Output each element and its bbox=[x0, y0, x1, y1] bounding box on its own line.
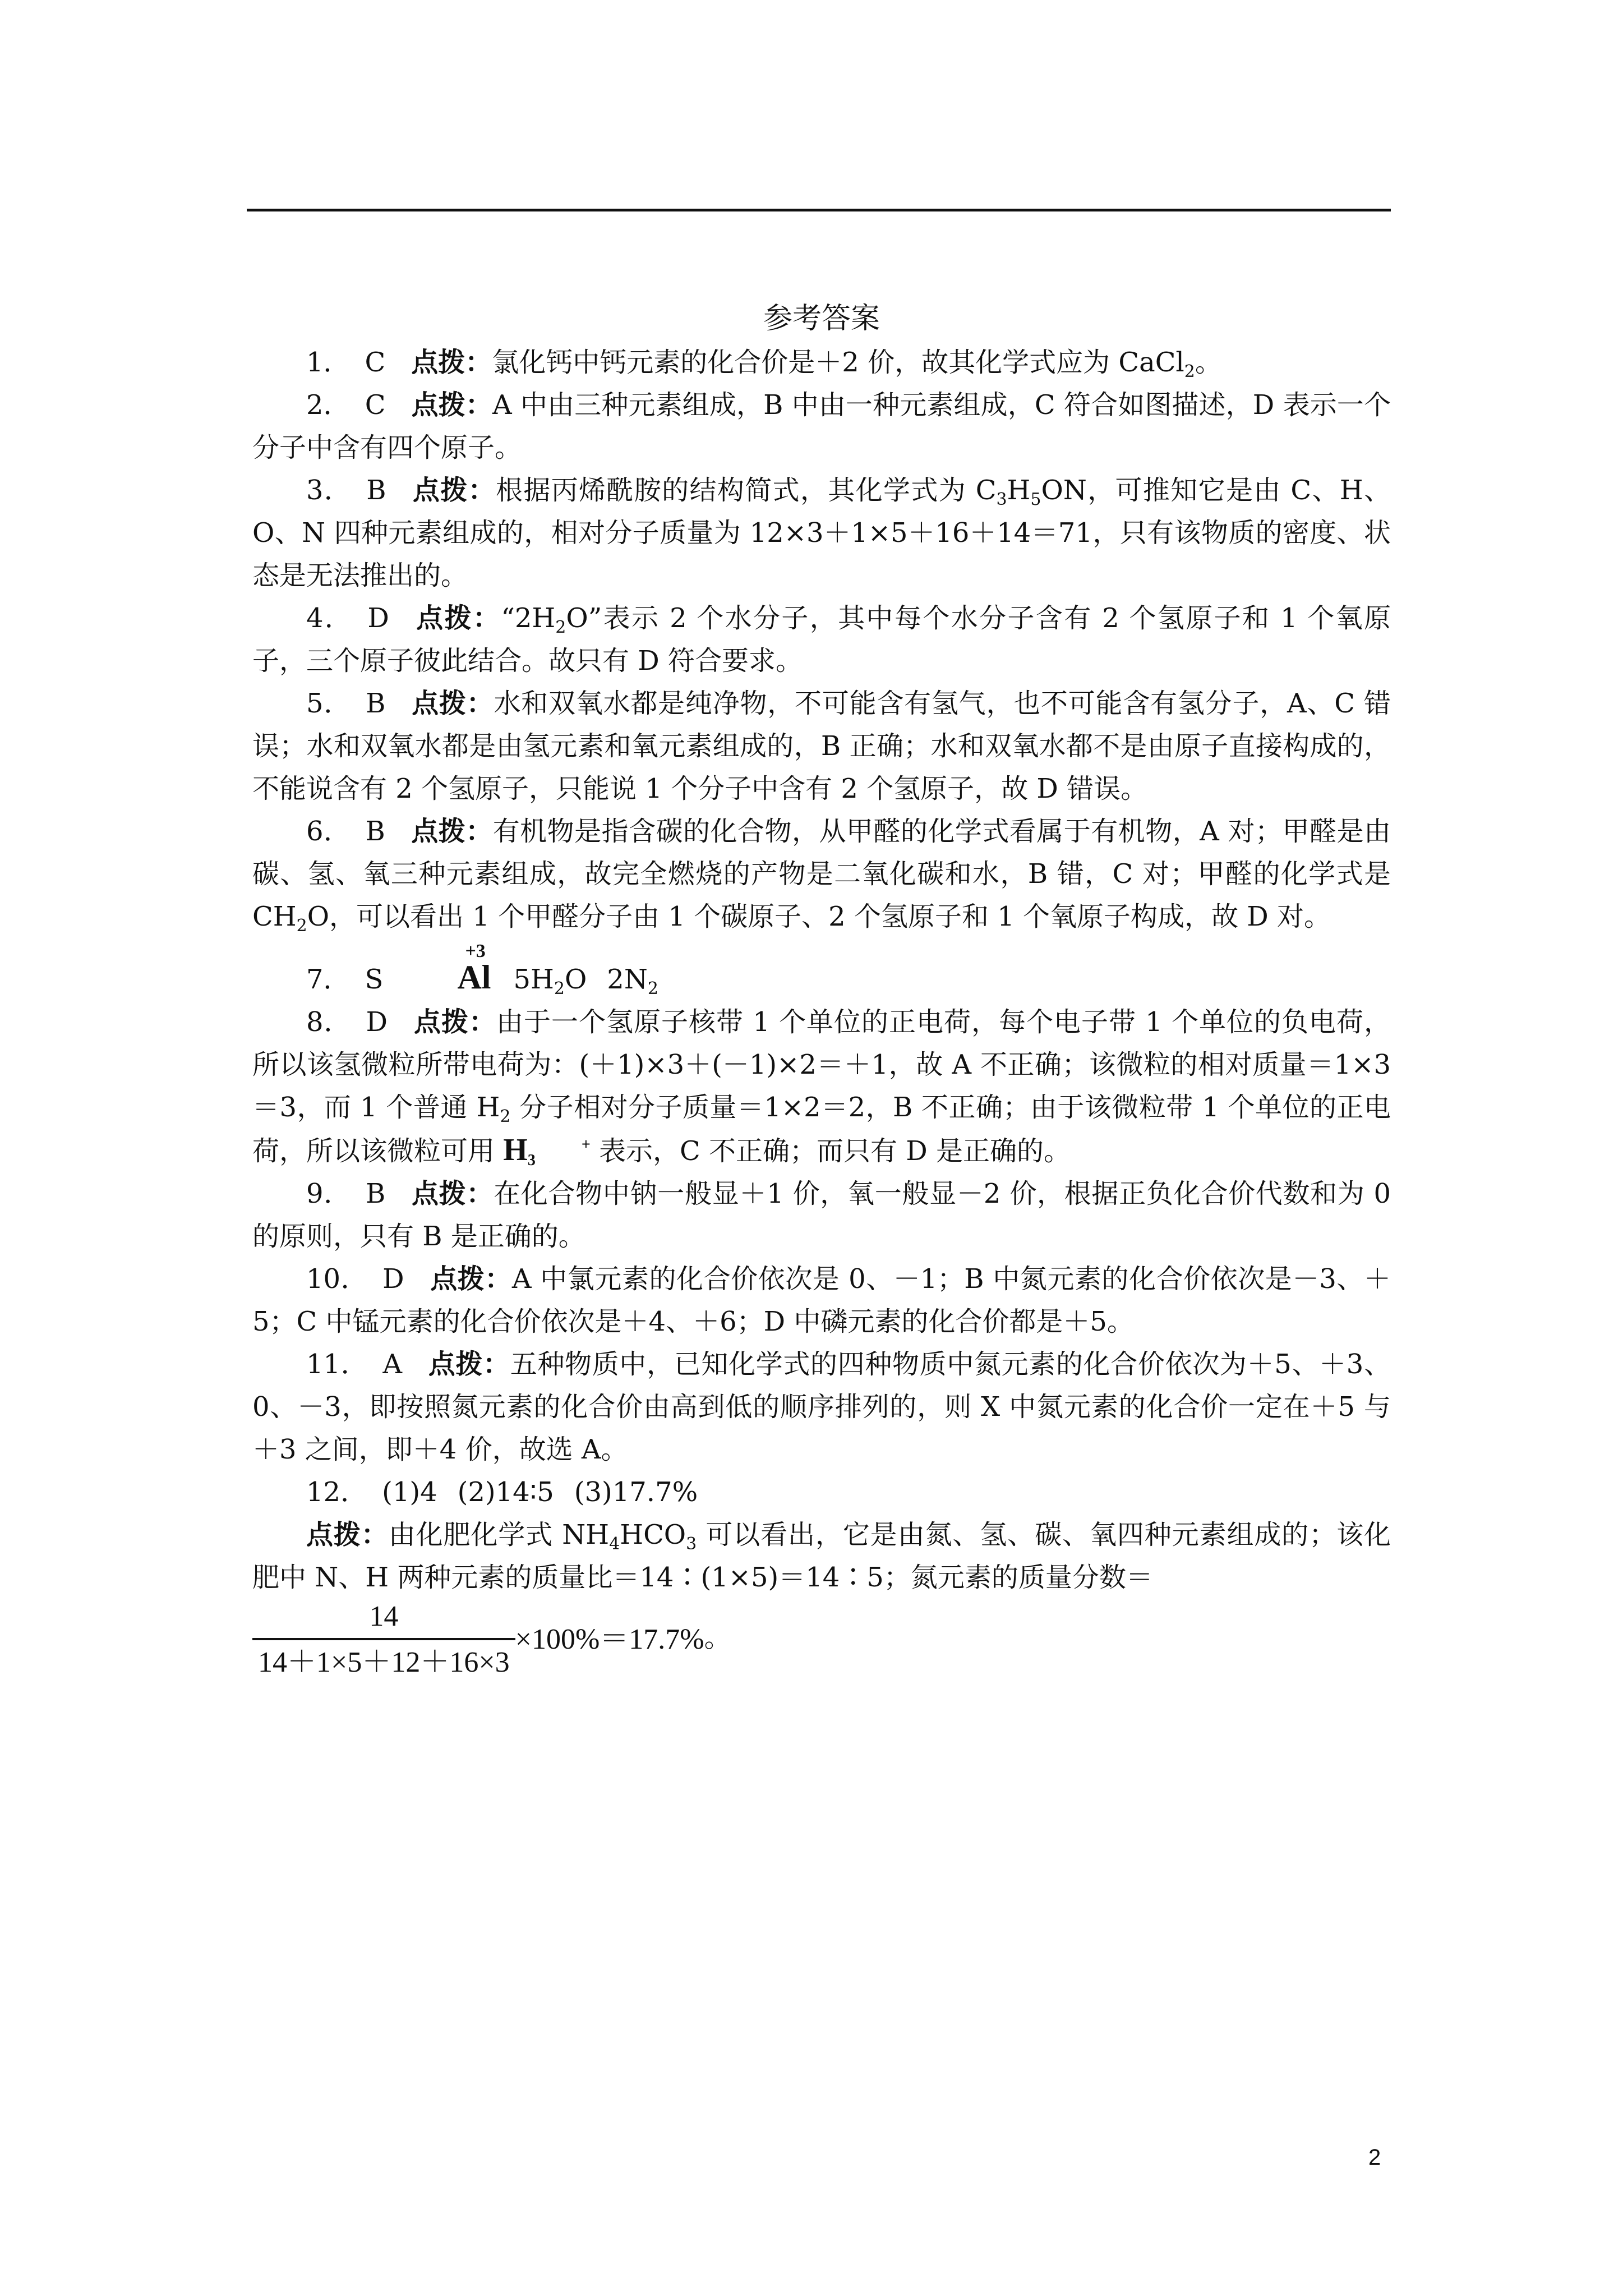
answer-item-3: 3． B 点拨：根据丙烯酰胺的结构简式，其化学式为 $C_3H_5ON$，可推知它是由 C、H、O、N 四种元素组成的，相对分子质量为 12×3＋1×5＋16＋14＝71，只有该物质的密度、状态是无法推出的。 bbox=[252, 475, 1391, 591]
ion-formula: H + 3 bbox=[503, 1133, 591, 1170]
answer-item-8: 8． D 点拨：由于一个氢原子核带 1 个单位的正电荷，每个电子带 1 个单位的负电荷，所以该氢微粒所带电荷为：(＋1)×3＋(－1)×2＝＋1，故 A 不正确；该微粒的相对质量＝1×3＝3，而 1 个普通 $H_2$ 分子相对分子质量＝1×2＝2，B 不正确；由于该微粒带 1 个单位的正电荷，所以该微粒可用 H + 3 表示，C 不正确；而只有 D 是正确的。 bbox=[252, 1006, 1391, 1170]
answer-item-12: 12． (1)4 (2)14∶5 (3)17.7% bbox=[306, 1476, 698, 1508]
page-number: 2 bbox=[1368, 2145, 1381, 2170]
answer-item-11: 11． A 点拨：五种物质中，已知化学式的四种物质中氮元素的化合价依次为＋5、＋3、0、－3，即按照氮元素的化合价由高到低的顺序排列的，则 X 中氮元素的化合价一定在＋5 与＋3 之间，即＋4 价，故选 A。 bbox=[252, 1349, 1391, 1465]
answer-item-5: 5． B 点拨：水和双氧水都是纯净物，不可能含有氢气，也不可能含有氢分子，A、C 错误；水和双氧水都是由氢元素和氧元素组成的，B 正确；水和双氧水都不是由原子直接构成的，不能说含有 2 个氢原子，只能说 1 个分子中含有 2 个氢原子，故 D 错误。 bbox=[252, 688, 1391, 804]
fraction: $\frac{14}{14+1\times 5+12+16\times 3}$ bbox=[252, 1599, 515, 1681]
answer-item-7: 7． S +3 Al $5H_2O$ $2N_2$ bbox=[306, 941, 658, 999]
answer-item-1: 1． C 点拨：氯化钙中钙元素的化合价是＋2 价，故其化学式应为 CaCl$_2$。 bbox=[306, 347, 1222, 381]
answer-item-12-explanation: 点拨：由化肥化学式 $NH_4HCO_3$ 可以看出，它是由氮、氢、碳、氧四种元素组成的；该化肥中 N、H 两种元素的质量比＝14∶(1×5)＝14∶5；氮元素的质量分数＝ bbox=[252, 1519, 1391, 1593]
page-title: 参考答案 bbox=[763, 302, 880, 335]
answer-item-4: 4． D 点拨：“$2H_2O$”表示 2 个水分子，其中每个水分子含有 2 个氢原子和 1 个氧原子，三个原子彼此结合。故只有 D 符合要求。 bbox=[252, 602, 1391, 677]
header-rule bbox=[247, 209, 1391, 211]
valence-notation: +3 Al bbox=[457, 941, 491, 996]
mass-fraction-formula: $\frac{14}{14+1\times 5+12+16\times 3}$ ×100%＝17.7%。 bbox=[252, 1599, 1391, 1681]
answer-item-10: 10． D 点拨：A 中氯元素的化合价依次是 0、－1；B 中氮元素的化合价依次是－3、＋5；C 中锰元素的化合价依次是＋4、＋6；D 中磷元素的化合价都是＋5。 bbox=[252, 1263, 1391, 1337]
answer-key bbox=[252, 297, 1391, 1681]
answer-item-9: 9． B 点拨：在化合物中钠一般显＋1 价，氧一般显－2 价，根据正负化合价代数和为 0 的原则，只有 B 是正确的。 bbox=[252, 1178, 1391, 1252]
answer-item-6: 6． B 点拨：有机物是指含碳的化合物，从甲醛的化学式看属于有机物，A 对；甲醛是由碳、氢、氧三种元素组成，故完全燃烧的产物是二氧化碳和水，B 错，C 对；甲醛的化学式是 $CH_2O$，可以看出 1 个甲醛分子由 1 个碳原子、2 个氢原子和 1 个氧原子构成，故 D 对。 bbox=[252, 816, 1391, 936]
answer-item-2: 2． C 点拨：A 中由三种元素组成，B 中由一种元素组成，C 符合如图描述，D 表示一个分子中含有四个原子。 bbox=[252, 389, 1391, 463]
